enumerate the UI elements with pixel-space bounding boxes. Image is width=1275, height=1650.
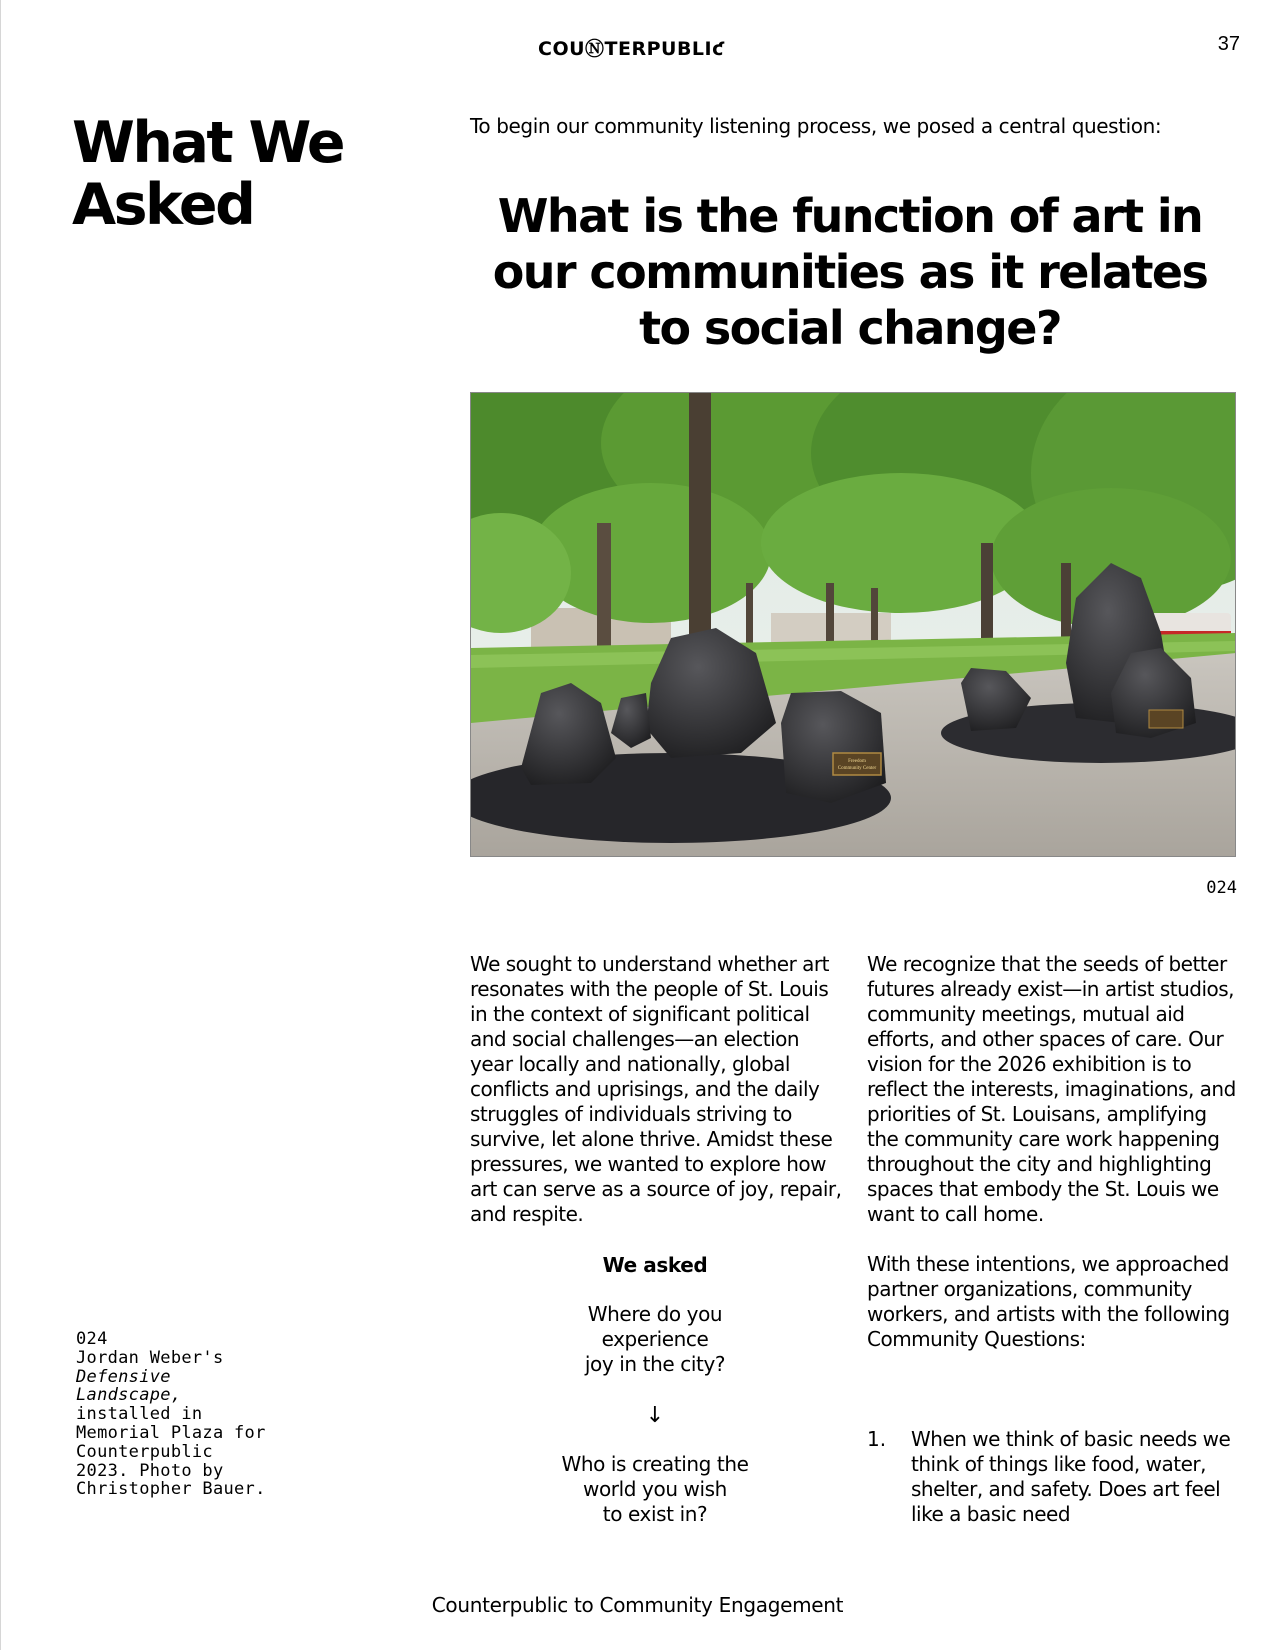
central-question: What is the function of art in our communities as it relates to social change?	[492, 189, 1208, 355]
section-title: What We Asked	[72, 110, 344, 238]
question-line: Who is creating the	[561, 1452, 749, 1476]
we-asked-title: We asked	[602, 1253, 708, 1277]
caption-text-after: installed in Memorial Plaza for Counterpublic 2023. Photo by Christopher Bauer.	[76, 1404, 266, 1500]
list-item-number: 1.	[867, 1427, 887, 1451]
question-line: to exist in?	[602, 1502, 708, 1526]
caption-artwork-title: Defensive Landscape,	[76, 1366, 182, 1406]
question-line: experience	[601, 1327, 709, 1351]
installation-photo	[470, 392, 1236, 857]
plaque-line-2: Community Center	[837, 766, 877, 771]
question-line: world you wish	[583, 1477, 727, 1501]
caption-text-before: Jordan Weber's	[76, 1347, 224, 1368]
asked-question-1	[470, 1302, 840, 1377]
column2	[867, 952, 1242, 1352]
column2-paragraph-1: We recognize that the seeds of better futures already exist—in artist studios, community meetings, mutual aid efforts, and other spaces of care. Our vision for the 2026 exhibition is to reflect the interests, imaginations, and priorities of St. Louisans, amplifying the community care work happening throughout the city and highlighting spaces that embody the St. Louis we want to call home.	[867, 952, 1236, 1226]
asked-question-2	[470, 1452, 840, 1527]
intro-text: To begin our community listening process, we posed a central question:	[470, 114, 1162, 138]
column2-paragraph-2: With these intentions, we approached partner organizations, community workers, and artists with the following Community Questions:	[867, 1252, 1230, 1351]
caption-number: 024	[76, 1329, 108, 1349]
brand-logo: COUⓃTERPUBLIƈ	[538, 38, 724, 60]
down-arrow-icon: ↓	[645, 1403, 665, 1428]
list-item-text: When we think of basic needs we think of things like food, water, shelter, and safety. Does art feel like a basic need	[911, 1427, 1231, 1526]
question-line: joy in the city?	[584, 1352, 726, 1376]
figure-number: 024	[1206, 878, 1237, 898]
page-footer: Counterpublic to Community Engagement	[431, 1593, 844, 1617]
plaque-line-1: Freedom	[848, 759, 866, 764]
photo-caption	[76, 1330, 266, 1499]
page-edge-rule	[0, 0, 1, 1650]
column1-paragraph: We sought to understand whether art resonates with the people of St. Louis in the context of significant political and social challenges—an election year locally and nationally, global conflicts and uprisings, and the daily struggles of individuals striving to survive, let alone thrive. Amidst these pressures, we wanted to explore how art can serve as a source of joy, repair, and respite.	[470, 952, 842, 1226]
question-line: Where do you	[587, 1302, 723, 1326]
page-number: 37	[1217, 33, 1240, 55]
